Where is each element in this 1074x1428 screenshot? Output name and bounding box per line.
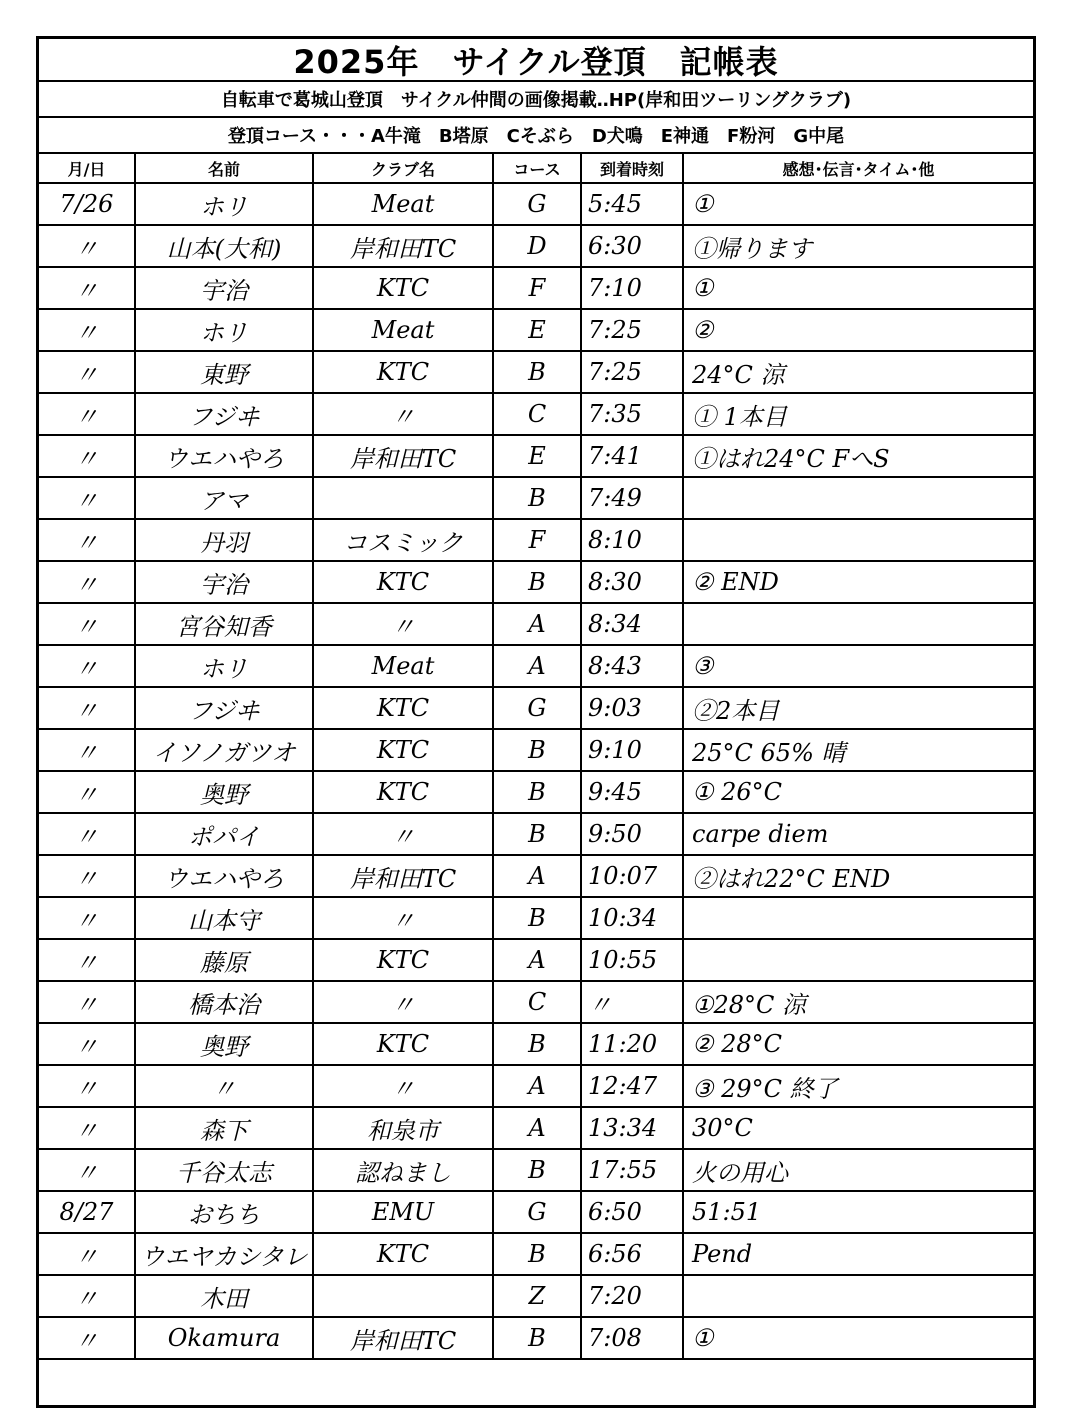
entry-date: 〃 [39, 1023, 135, 1065]
table-row [39, 981, 1033, 1023]
entry-time: 9:45 [581, 771, 683, 813]
entry-name: アマ [135, 477, 313, 519]
table-row [39, 645, 1033, 687]
entry-name: おちち [135, 1191, 313, 1233]
entry-date: 〃 [39, 813, 135, 855]
entry-note: 25°C 65% 晴 [683, 729, 1033, 771]
entry-date: 〃 [39, 1233, 135, 1275]
entry-note: carpe diem [683, 813, 1033, 855]
entry-club: 岸和田TC [313, 855, 493, 897]
table-row [39, 813, 1033, 855]
entry-name: ホリ [135, 645, 313, 687]
entry-note: 火の用心 [683, 1149, 1033, 1191]
entry-time: 10:07 [581, 855, 683, 897]
entry-note: ①28°C 涼 [683, 981, 1033, 1023]
entry-course: C [493, 393, 581, 435]
entry-time: 11:20 [581, 1023, 683, 1065]
table-row [39, 183, 1033, 225]
entry-course: A [493, 939, 581, 981]
entry-time: 9:10 [581, 729, 683, 771]
entry-date: 〃 [39, 771, 135, 813]
entry-course: Z [493, 1275, 581, 1317]
table-row [39, 939, 1033, 981]
header-note: 感想･伝言･タイム･他 [683, 154, 1033, 183]
header-row [39, 154, 1033, 183]
entry-name: イソノガツオ [135, 729, 313, 771]
entry-name: ホリ [135, 183, 313, 225]
entry-name: 木田 [135, 1275, 313, 1317]
entry-name: フジヰ [135, 687, 313, 729]
entry-name: Okamura [135, 1317, 313, 1359]
table-row [39, 1317, 1033, 1359]
table-row [39, 309, 1033, 351]
table-row [39, 729, 1033, 771]
entry-date: 〃 [39, 225, 135, 267]
entry-date: 〃 [39, 435, 135, 477]
entry-date: 〃 [39, 1149, 135, 1191]
table-row [39, 477, 1033, 519]
entry-time: 7:25 [581, 351, 683, 393]
entry-time: 7:08 [581, 1317, 683, 1359]
table-row [39, 1191, 1033, 1233]
entry-date: 〃 [39, 729, 135, 771]
entry-time: 7:20 [581, 1275, 683, 1317]
table-row [39, 603, 1033, 645]
entry-course: B [493, 897, 581, 939]
entry-note: Pend [683, 1233, 1033, 1275]
table-row [39, 351, 1033, 393]
table-row [39, 225, 1033, 267]
entry-time: 7:41 [581, 435, 683, 477]
entry-note [683, 1275, 1033, 1317]
entry-course: B [493, 561, 581, 603]
header-course: コース [493, 154, 581, 183]
entry-course: G [493, 1191, 581, 1233]
entry-note: ① [683, 267, 1033, 309]
entry-time: 10:55 [581, 939, 683, 981]
entry-date: 〃 [39, 1317, 135, 1359]
entry-course: F [493, 267, 581, 309]
entry-time: 6:56 [581, 1233, 683, 1275]
entry-time: 10:34 [581, 897, 683, 939]
entry-note [683, 897, 1033, 939]
entry-note: ① [683, 1317, 1033, 1359]
sheet-subtitle: 自転車で葛城山登頂 サイクル仲間の画像掲載‥HP(岸和田ツーリングクラブ) [39, 82, 1033, 118]
entry-name: 山本(大和) [135, 225, 313, 267]
entry-note: 51:51 [683, 1191, 1033, 1233]
entry-club: KTC [313, 939, 493, 981]
entry-note [683, 603, 1033, 645]
entry-club: Meat [313, 645, 493, 687]
entry-time: 13:34 [581, 1107, 683, 1149]
entry-club: KTC [313, 1023, 493, 1065]
entry-note [683, 939, 1033, 981]
entry-note: ①はれ24°C FへS [683, 435, 1033, 477]
table-row [39, 1275, 1033, 1317]
entry-name: ホリ [135, 309, 313, 351]
entry-note: 30°C [683, 1107, 1033, 1149]
entry-club [313, 477, 493, 519]
entry-date: 8/27 [39, 1191, 135, 1233]
entry-date: 〃 [39, 687, 135, 729]
entry-date: 〃 [39, 477, 135, 519]
entry-club: 和泉市 [313, 1107, 493, 1149]
sheet-title: 2025年 サイクル登頂 記帳表 [39, 39, 1033, 82]
entry-course: B [493, 1023, 581, 1065]
entry-name: 藤原 [135, 939, 313, 981]
entry-time: 8:30 [581, 561, 683, 603]
entry-time: 7:25 [581, 309, 683, 351]
entry-name: 森下 [135, 1107, 313, 1149]
entry-name: 丹羽 [135, 519, 313, 561]
entry-course: G [493, 183, 581, 225]
entry-note: ① 26°C [683, 771, 1033, 813]
entry-club: 〃 [313, 1065, 493, 1107]
entry-club: KTC [313, 561, 493, 603]
entry-club [313, 1275, 493, 1317]
entry-date: 〃 [39, 519, 135, 561]
table-row [39, 435, 1033, 477]
entry-name: 〃 [135, 1065, 313, 1107]
entry-club: 〃 [313, 813, 493, 855]
entry-club: EMU [313, 1191, 493, 1233]
entry-name: 東野 [135, 351, 313, 393]
entry-club: Meat [313, 309, 493, 351]
table-row [39, 771, 1033, 813]
entry-name: ポパイ [135, 813, 313, 855]
entry-time: 9:50 [581, 813, 683, 855]
entry-date: 〃 [39, 897, 135, 939]
entry-club: KTC [313, 771, 493, 813]
entry-club: 岸和田TC [313, 1317, 493, 1359]
entry-club: KTC [313, 351, 493, 393]
entry-course: B [493, 477, 581, 519]
entry-time: 7:35 [581, 393, 683, 435]
entry-note: ②はれ22°C END [683, 855, 1033, 897]
entry-note: ③ [683, 645, 1033, 687]
entry-club: コスミック [313, 519, 493, 561]
entry-name: 奥野 [135, 1023, 313, 1065]
table-row [39, 1023, 1033, 1065]
entry-date: 〃 [39, 561, 135, 603]
entry-date: 〃 [39, 603, 135, 645]
entry-note: ②2本目 [683, 687, 1033, 729]
table-row [39, 393, 1033, 435]
entry-club: 〃 [313, 393, 493, 435]
entry-name: 山本守 [135, 897, 313, 939]
table-row [39, 1233, 1033, 1275]
entry-date: 〃 [39, 267, 135, 309]
entry-course: B [493, 771, 581, 813]
entry-club: 〃 [313, 603, 493, 645]
entry-time: 8:34 [581, 603, 683, 645]
entry-club: KTC [313, 1233, 493, 1275]
entry-club: KTC [313, 687, 493, 729]
entry-name: 千谷太志 [135, 1149, 313, 1191]
entry-club: 〃 [313, 897, 493, 939]
header-time: 到着時刻 [581, 154, 683, 183]
entry-note [683, 477, 1033, 519]
entry-time: 6:50 [581, 1191, 683, 1233]
entry-date: 〃 [39, 309, 135, 351]
table-row [39, 267, 1033, 309]
entry-note: ② [683, 309, 1033, 351]
entry-course: A [493, 603, 581, 645]
entry-club: 認ねまし [313, 1149, 493, 1191]
entry-date: 〃 [39, 645, 135, 687]
entry-course: G [493, 687, 581, 729]
entry-note: ② 28°C [683, 1023, 1033, 1065]
entry-note: ①帰ります [683, 225, 1033, 267]
entry-club: Meat [313, 183, 493, 225]
entry-time: 6:30 [581, 225, 683, 267]
entry-name: 橋本治 [135, 981, 313, 1023]
entry-course: B [493, 813, 581, 855]
entry-course: B [493, 1317, 581, 1359]
entry-club: KTC [313, 729, 493, 771]
entry-time: 12:47 [581, 1065, 683, 1107]
entry-course: A [493, 645, 581, 687]
entry-time: 7:10 [581, 267, 683, 309]
entry-note: ③ 29°C 終了 [683, 1065, 1033, 1107]
header-date: 月/日 [39, 154, 135, 183]
entry-course: E [493, 435, 581, 477]
table-row [39, 1107, 1033, 1149]
entry-name: 宇治 [135, 267, 313, 309]
entry-date: 〃 [39, 1275, 135, 1317]
entry-date: 〃 [39, 1107, 135, 1149]
entry-note: ① [683, 183, 1033, 225]
entry-name: ウエハやろ [135, 855, 313, 897]
entry-name: フジヰ [135, 393, 313, 435]
entry-time: 〃 [581, 981, 683, 1023]
table-row [39, 687, 1033, 729]
entry-time: 8:43 [581, 645, 683, 687]
entry-course: C [493, 981, 581, 1023]
entry-course: A [493, 1065, 581, 1107]
entry-note: 24°C 涼 [683, 351, 1033, 393]
entry-course: A [493, 1107, 581, 1149]
entry-club: KTC [313, 267, 493, 309]
entry-time: 7:49 [581, 477, 683, 519]
entry-club: 〃 [313, 981, 493, 1023]
entry-time: 9:03 [581, 687, 683, 729]
header-name: 名前 [135, 154, 313, 183]
entry-course: B [493, 729, 581, 771]
entry-date: 〃 [39, 1065, 135, 1107]
entry-date: 〃 [39, 393, 135, 435]
entry-note [683, 519, 1033, 561]
entry-date: 〃 [39, 939, 135, 981]
table-row [39, 519, 1033, 561]
entry-time: 5:45 [581, 183, 683, 225]
entry-name: 宮谷知香 [135, 603, 313, 645]
entry-time: 8:10 [581, 519, 683, 561]
header-club: クラブ名 [313, 154, 493, 183]
entry-date: 〃 [39, 351, 135, 393]
entry-note: ② END [683, 561, 1033, 603]
entry-note: ① 1本目 [683, 393, 1033, 435]
entry-time: 17:55 [581, 1149, 683, 1191]
entry-course: D [493, 225, 581, 267]
log-table [39, 154, 1033, 1360]
entry-club: 岸和田TC [313, 435, 493, 477]
entry-name: 奥野 [135, 771, 313, 813]
entry-course: B [493, 1233, 581, 1275]
entry-name: ウエヤカシタレ [135, 1233, 313, 1275]
entry-course: F [493, 519, 581, 561]
table-row [39, 561, 1033, 603]
entry-course: A [493, 855, 581, 897]
table-row [39, 1065, 1033, 1107]
table-row [39, 897, 1033, 939]
entry-course: E [493, 309, 581, 351]
course-legend: 登頂コース・・・A牛滝 B塔原 Cそぶら D犬鳴 E神通 F粉河 G中尾 [39, 118, 1033, 154]
entry-date: 〃 [39, 981, 135, 1023]
entry-club: 岸和田TC [313, 225, 493, 267]
entry-date: 7/26 [39, 183, 135, 225]
entry-course: B [493, 1149, 581, 1191]
table-row [39, 1149, 1033, 1191]
entry-course: B [493, 351, 581, 393]
entry-name: 宇治 [135, 561, 313, 603]
table-row [39, 855, 1033, 897]
entry-date: 〃 [39, 855, 135, 897]
log-sheet [36, 36, 1036, 1408]
entry-name: ウエハやろ [135, 435, 313, 477]
